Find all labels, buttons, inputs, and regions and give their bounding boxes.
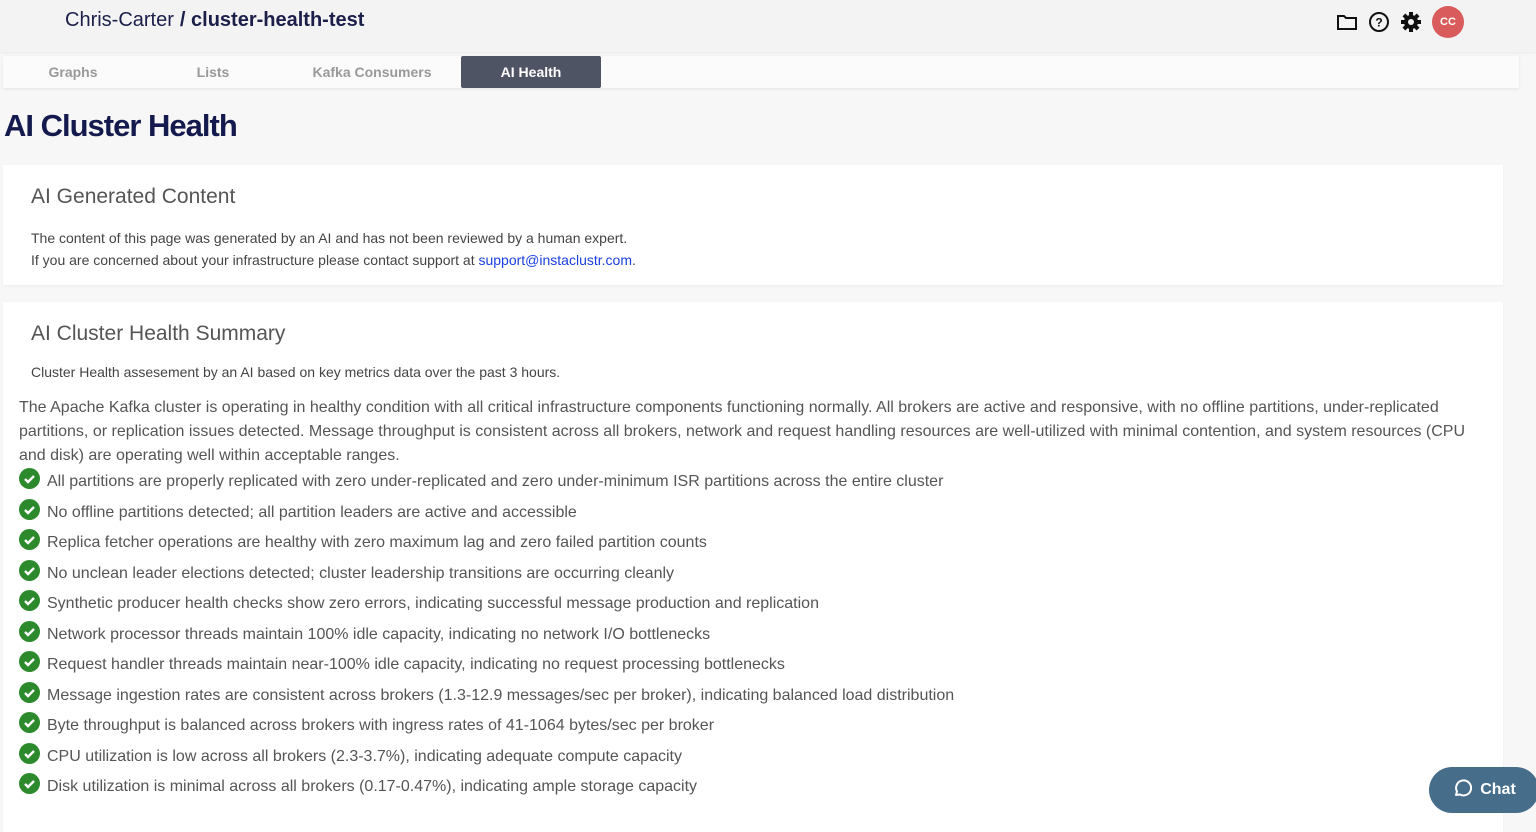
health-check-text: No unclean leader elections detected; cluster leadership transitions are occurring cleanly <box>47 564 675 582</box>
breadcrumb-cluster: / cluster-health-test <box>179 9 365 31</box>
check-icon <box>19 468 40 489</box>
health-check-text: Synthetic producer health checks show zero errors, indicating successful message production and replication <box>47 595 819 612</box>
chat-button[interactable] <box>1429 767 1536 813</box>
avatar[interactable]: CC <box>1432 6 1464 38</box>
health-check-item <box>19 502 1503 533</box>
summary-subtitle: Cluster Health assesement by an AI based on key metrics data over the past 3 hours. <box>31 364 561 380</box>
tab-kafka-consumers[interactable]: Kafka Consumers <box>312 64 432 80</box>
health-check-item <box>19 593 1503 624</box>
health-check-item <box>19 532 1503 563</box>
health-check-list <box>19 471 1503 807</box>
ai-notice-contact <box>31 249 1503 271</box>
health-check-item <box>19 624 1503 655</box>
health-check-item <box>19 685 1503 716</box>
folder-icon[interactable] <box>1336 12 1358 32</box>
chat-label: Chat <box>1480 781 1516 798</box>
tab-bar <box>3 56 1519 88</box>
health-check-item <box>19 715 1503 746</box>
check-icon <box>19 621 40 642</box>
page-title: AI Cluster Health <box>4 108 237 143</box>
tab-graphs[interactable]: Graphs <box>48 64 98 80</box>
health-check-item <box>19 746 1503 777</box>
check-icon <box>19 743 40 764</box>
contact-end: . <box>631 252 636 268</box>
chat-bubble-icon <box>1452 778 1472 803</box>
health-check-text: No offline partitions detected; all partition leaders are active and accessible <box>47 503 577 521</box>
breadcrumb <box>65 9 364 32</box>
health-check-item <box>19 654 1503 685</box>
tab-lists[interactable]: Lists <box>196 64 230 80</box>
health-check-item <box>19 563 1503 594</box>
ai-notice-text: The content of this page was generated by an AI and has not been reviewed by a human expert. <box>31 230 628 246</box>
check-icon <box>19 499 40 520</box>
summary-title: AI Cluster Health Summary <box>31 322 286 345</box>
check-icon <box>19 773 40 794</box>
health-check-text: CPU utilization is low across all brokers (2.3-3.7%), indicating adequate compute capacity <box>47 747 682 765</box>
health-check-text: Request handler threads maintain near-100% idle capacity, indicating no request processing bottlenecks <box>47 656 785 673</box>
summary-paragraph: The Apache Kafka cluster is operating in healthy condition with all critical infrastructure components functioning normally. All brokers are active and responsive, with no offline partitions, under-replicated partitions, or replication issues detected. Message throughput is consistent across all brokers, network and request handling resources are well-utilized with minimal contention, and system resources (CPU and disk) are operating well within acceptable ranges. <box>19 399 1466 464</box>
ai-notice-card <box>3 165 1503 285</box>
check-icon <box>19 590 40 611</box>
gear-icon[interactable] <box>1400 11 1422 33</box>
health-check-text: Byte throughput is balanced across brokers with ingress rates of 41-1064 bytes/sec per broker <box>47 717 715 734</box>
health-check-text: All partitions are properly replicated with zero under-replicated and zero under-minimum ISR partitions across the entire cluster <box>47 473 944 490</box>
breadcrumb-org[interactable]: Chris-Carter <box>65 9 174 31</box>
health-check-item <box>19 471 1503 502</box>
check-icon <box>19 529 40 550</box>
top-bar <box>0 0 1536 52</box>
health-check-item <box>19 776 1503 807</box>
health-check-text: Disk utilization is minimal across all brokers (0.17-0.47%), indicating ample storage capacity <box>47 778 698 795</box>
check-icon <box>19 651 40 672</box>
check-icon <box>19 560 40 581</box>
check-icon <box>19 682 40 703</box>
health-check-text: Replica fetcher operations are healthy with zero maximum lag and zero failed partition counts <box>47 534 707 551</box>
help-icon[interactable] <box>1368 11 1390 33</box>
health-check-text: Network processor threads maintain 100% idle capacity, indicating no network I/O bottlenecks <box>47 625 711 643</box>
health-check-text: Message ingestion rates are consistent across brokers (1.3-12.9 messages/sec per broker), indicating balanced load distribution <box>47 686 955 704</box>
svg-text:?: ? <box>1375 15 1383 30</box>
check-icon <box>19 712 40 733</box>
ai-notice-title: AI Generated Content <box>31 185 236 208</box>
summary-card <box>3 302 1503 832</box>
tab-ai-health[interactable]: AI Health <box>461 56 601 88</box>
contact-text: If you are concerned about your infrastructure please contact support at <box>31 252 479 268</box>
support-email-link[interactable]: support@instaclustr.com <box>478 252 632 268</box>
